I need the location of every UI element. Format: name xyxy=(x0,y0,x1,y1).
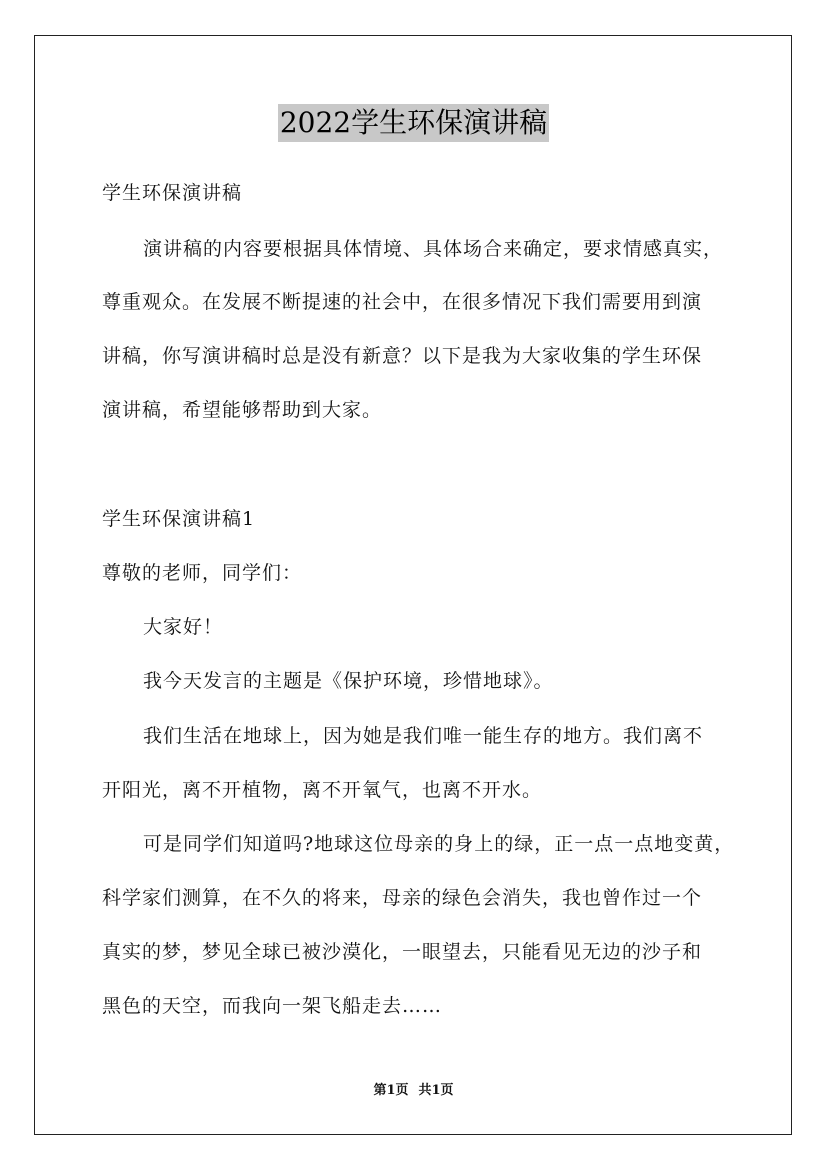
title-container xyxy=(0,104,827,142)
paragraph-line: 讲稿，你写演讲稿时总是没有新意？以下是我为大家收集的学生环保 xyxy=(102,345,703,367)
page-total: 共1页 xyxy=(418,1083,454,1098)
paragraph-line: 演讲稿的内容要根据具体情境、具体场合来确定，要求情感真实， xyxy=(143,238,724,260)
page-footer xyxy=(0,1082,827,1100)
intro-heading: 学生环保演讲稿 xyxy=(102,182,243,204)
paragraph-line: 可是同学们知道吗?地球这位母亲的身上的绿，正一点一点地变黄， xyxy=(143,833,735,855)
greeting: 大家好！ xyxy=(143,616,224,638)
section-heading: 学生环保演讲稿1 xyxy=(102,508,256,530)
paragraph-line: 演讲稿，希望能够帮助到大家。 xyxy=(102,399,383,421)
page-number: 第1页 xyxy=(373,1083,409,1098)
salutation: 尊敬的老师，同学们： xyxy=(102,562,303,584)
paragraph-line: 开阳光，离不开植物，离不开氧气，也离不开水。 xyxy=(102,779,543,801)
paragraph-line: 我今天发言的主题是《保护环境，珍惜地球》。 xyxy=(143,670,554,692)
paragraph-line: 黑色的天空，而我向一架飞船走去…… xyxy=(102,995,443,1017)
paragraph-line: 我们生活在地球上，因为她是我们唯一能生存的地方。我们离不 xyxy=(143,725,704,747)
document-title: 2022学生环保演讲稿 xyxy=(278,104,549,142)
paragraph-line: 科学家们测算，在不久的将来，母亲的绿色会消失，我也曾作过一个 xyxy=(102,887,703,909)
paragraph-line: 尊重观众。在发展不断提速的社会中，在很多情况下我们需要用到演 xyxy=(102,291,703,313)
paragraph-line: 真实的梦，梦见全球已被沙漠化，一眼望去，只能看见无边的沙子和 xyxy=(102,941,703,963)
